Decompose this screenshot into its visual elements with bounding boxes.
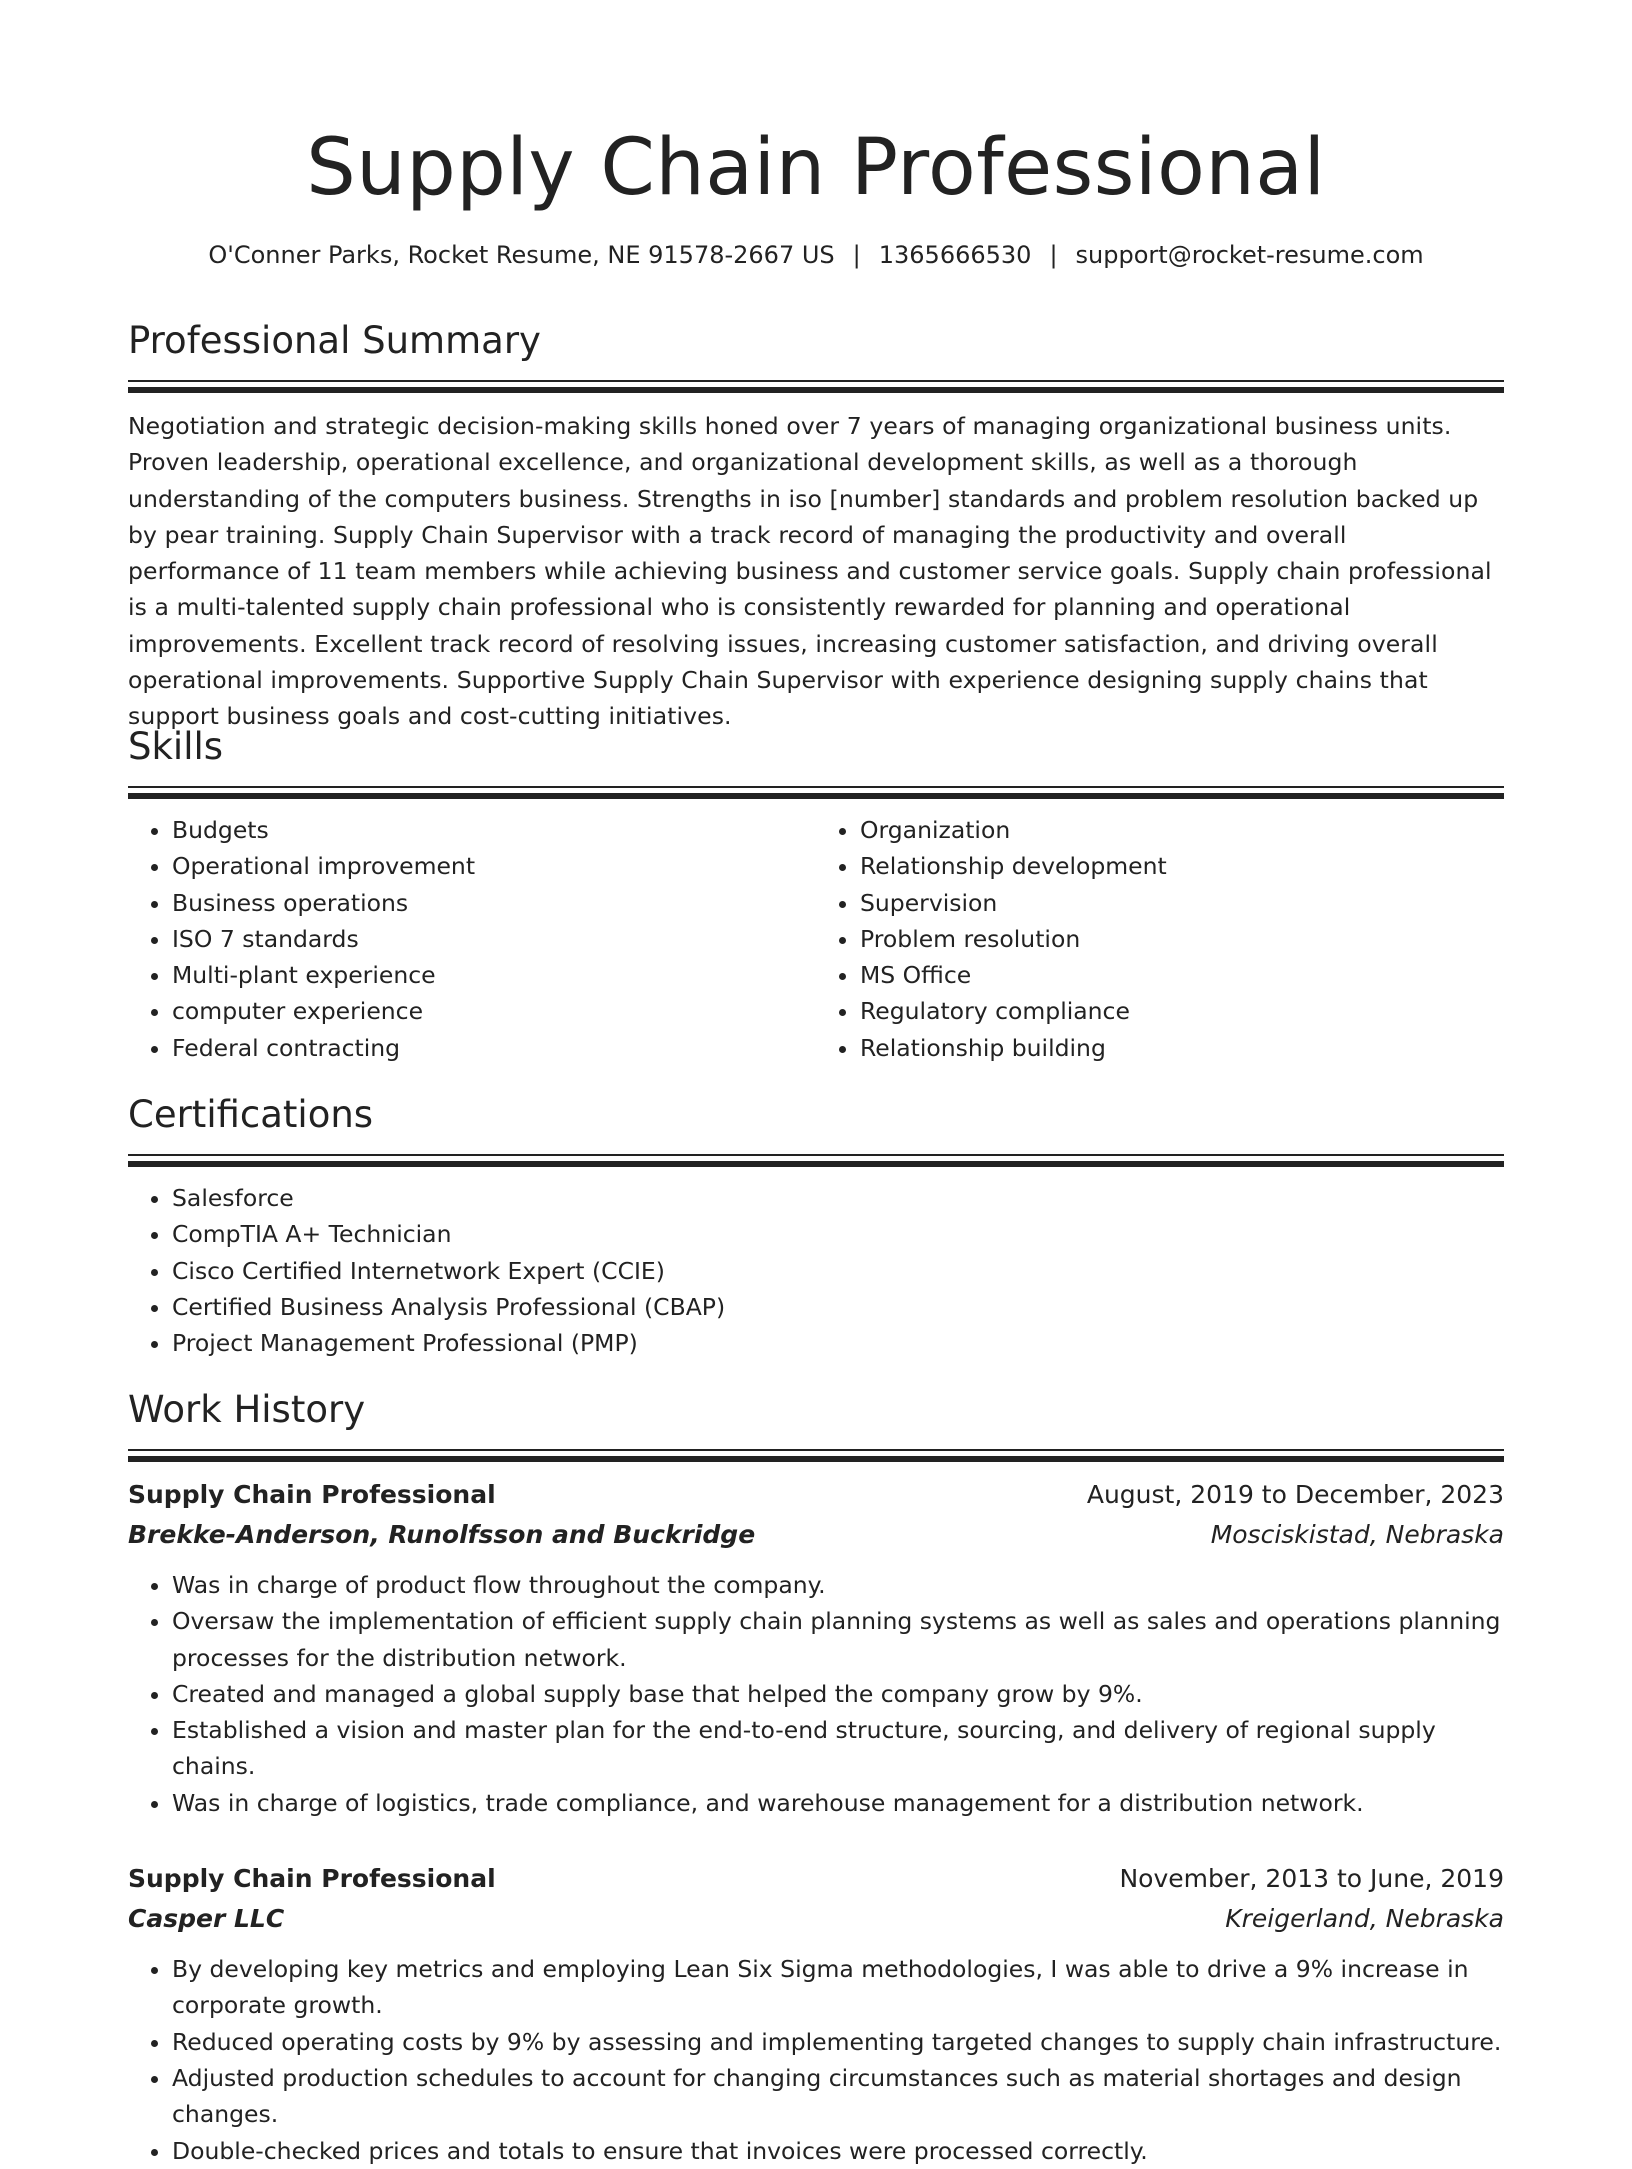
job-header-row [128,1475,1504,1515]
certification-item: • Cisco Certified Internetwork Expert (CCIE) [172,1253,1504,1289]
job-bullet: • Oversaw the implementation of efficient supply chain planning systems as well as sales and operations planning processes for the distribution network. [172,1603,1504,1676]
skill-item: • Organization [860,812,1504,848]
skill-item: • Supervision [860,885,1504,921]
job-company: Casper LLC [128,1904,285,1934]
section-title-skills: Skills [128,725,224,768]
job-company-row [128,1899,1504,1939]
certification-item: • CompTIA A+ Technician [172,1216,1504,1252]
job-bullet: • Established a vision and master plan for the end-to-end structure, sourcing, and delivery of regional supply chains. [172,1712,1504,1785]
resume-name: Supply Chain Professional [306,123,1326,213]
section-title-summary: Professional Summary [128,319,541,362]
skills-list-right [816,812,1504,1066]
contact-address: O'Conner Parks, Rocket Resume, NE 91578-2667 US [208,241,835,269]
skills-grid [128,812,1504,1066]
job-bullet: • Adjusted production schedules to account for changing circumstances such as material shortages and design changes. [172,2060,1504,2133]
contact-separator: | [852,241,861,269]
resume-page [128,0,1504,2165]
contact-phone: 1365666530 [878,241,1032,269]
section-rule [128,786,1504,798]
certification-item: • Certified Business Analysis Professional (CBAP) [172,1289,1504,1325]
job-company: Brekke-Anderson, Runolfsson and Buckridge [128,1520,756,1549]
job-dates: August, 2019 to December, 2023 [1086,1480,1504,1509]
job-company-row [128,1515,1504,1555]
certifications-list [128,1180,1504,1361]
certification-item: • Project Management Professional (PMP) [172,1325,1504,1361]
job-location: Kreigerland, Nebraska [1225,1904,1504,1934]
job-bullet: • Created and managed a global supply base that helped the company grow by 9%. [172,1676,1504,1712]
job-bullets [128,1951,1504,2169]
summary-text: Negotiation and strategic decision-making skills honed over 7 years of managing organizational business units. Proven leadership, operational excellence, and organizational development skills, as well as a thorough understanding of the computers business. Strengths in iso [number] standards and problem resolution backed up by pear training. Supply Chain Supervisor with a track record of managing the productivity and overall performance of 11 team members while achieving business and customer service goals. Supply chain professional is a multi-talented supply chain professional who is consistently rewarded for planning and operational improvements. Excellent track record of resolving issues, increasing customer satisfaction, and driving overall operational improvements. Supportive Supply Chain Supervisor with experience designing supply chains that support business goals and cost-cutting initiatives. [128,412,1492,731]
skill-item: • ISO 7 standards [172,921,816,957]
skills-section [128,724,1504,1066]
job-entry [128,1475,1504,1821]
section-rule [128,380,1504,392]
job-title: Supply Chain Professional [128,1480,496,1509]
job-entry [128,1859,1504,2169]
job-bullet: • Was in charge of logistics, trade compliance, and warehouse management for a distribution network. [172,1785,1504,1821]
work-history-section [128,1387,1504,2169]
job-bullet: • By developing key metrics and employing Lean Six Sigma methodologies, I was able to drive a 9% increase in corporate growth. [172,1951,1504,2024]
skill-item: • Business operations [172,885,816,921]
job-bullet: • Was in charge of product flow throughout the company. [172,1567,1504,1603]
skill-item: • Budgets [172,812,816,848]
job-bullet: • Reduced operating costs by 9% by assessing and implementing targeted changes to supply chain infrastructure. [172,2024,1504,2060]
skill-item: • Relationship building [860,1030,1504,1066]
job-location: Mosciskistad, Nebraska [1210,1520,1504,1549]
skill-item: • Operational improvement [172,848,816,884]
section-rule [128,1449,1504,1461]
section-title-work-history: Work History [128,1388,366,1431]
skill-item: • computer experience [172,993,816,1029]
job-title: Supply Chain Professional [128,1864,496,1894]
skill-item: • Federal contracting [172,1030,816,1066]
skill-item: • Multi-plant experience [172,957,816,993]
certifications-section [128,1092,1504,1361]
job-header-row [128,1859,1504,1899]
job-dates: November, 2013 to June, 2019 [1119,1864,1504,1894]
section-rule [128,1154,1504,1166]
skills-list-left [128,812,816,1066]
contact-line [128,238,1504,272]
job-bullets [128,1567,1504,1821]
section-title-certifications: Certifications [128,1093,374,1136]
skill-item: • Problem resolution [860,921,1504,957]
certification-item: • Salesforce [172,1180,1504,1216]
professional-summary-section [128,318,1504,735]
contact-separator: | [1049,241,1058,269]
contact-email[interactable]: support@rocket-resume.com [1075,241,1424,269]
skill-item: • MS Office [860,957,1504,993]
job-bullet: • Double-checked prices and totals to ensure that invoices were processed correctly. [172,2133,1504,2169]
skill-item: • Regulatory compliance [860,993,1504,1029]
skill-item: • Relationship development [860,848,1504,884]
